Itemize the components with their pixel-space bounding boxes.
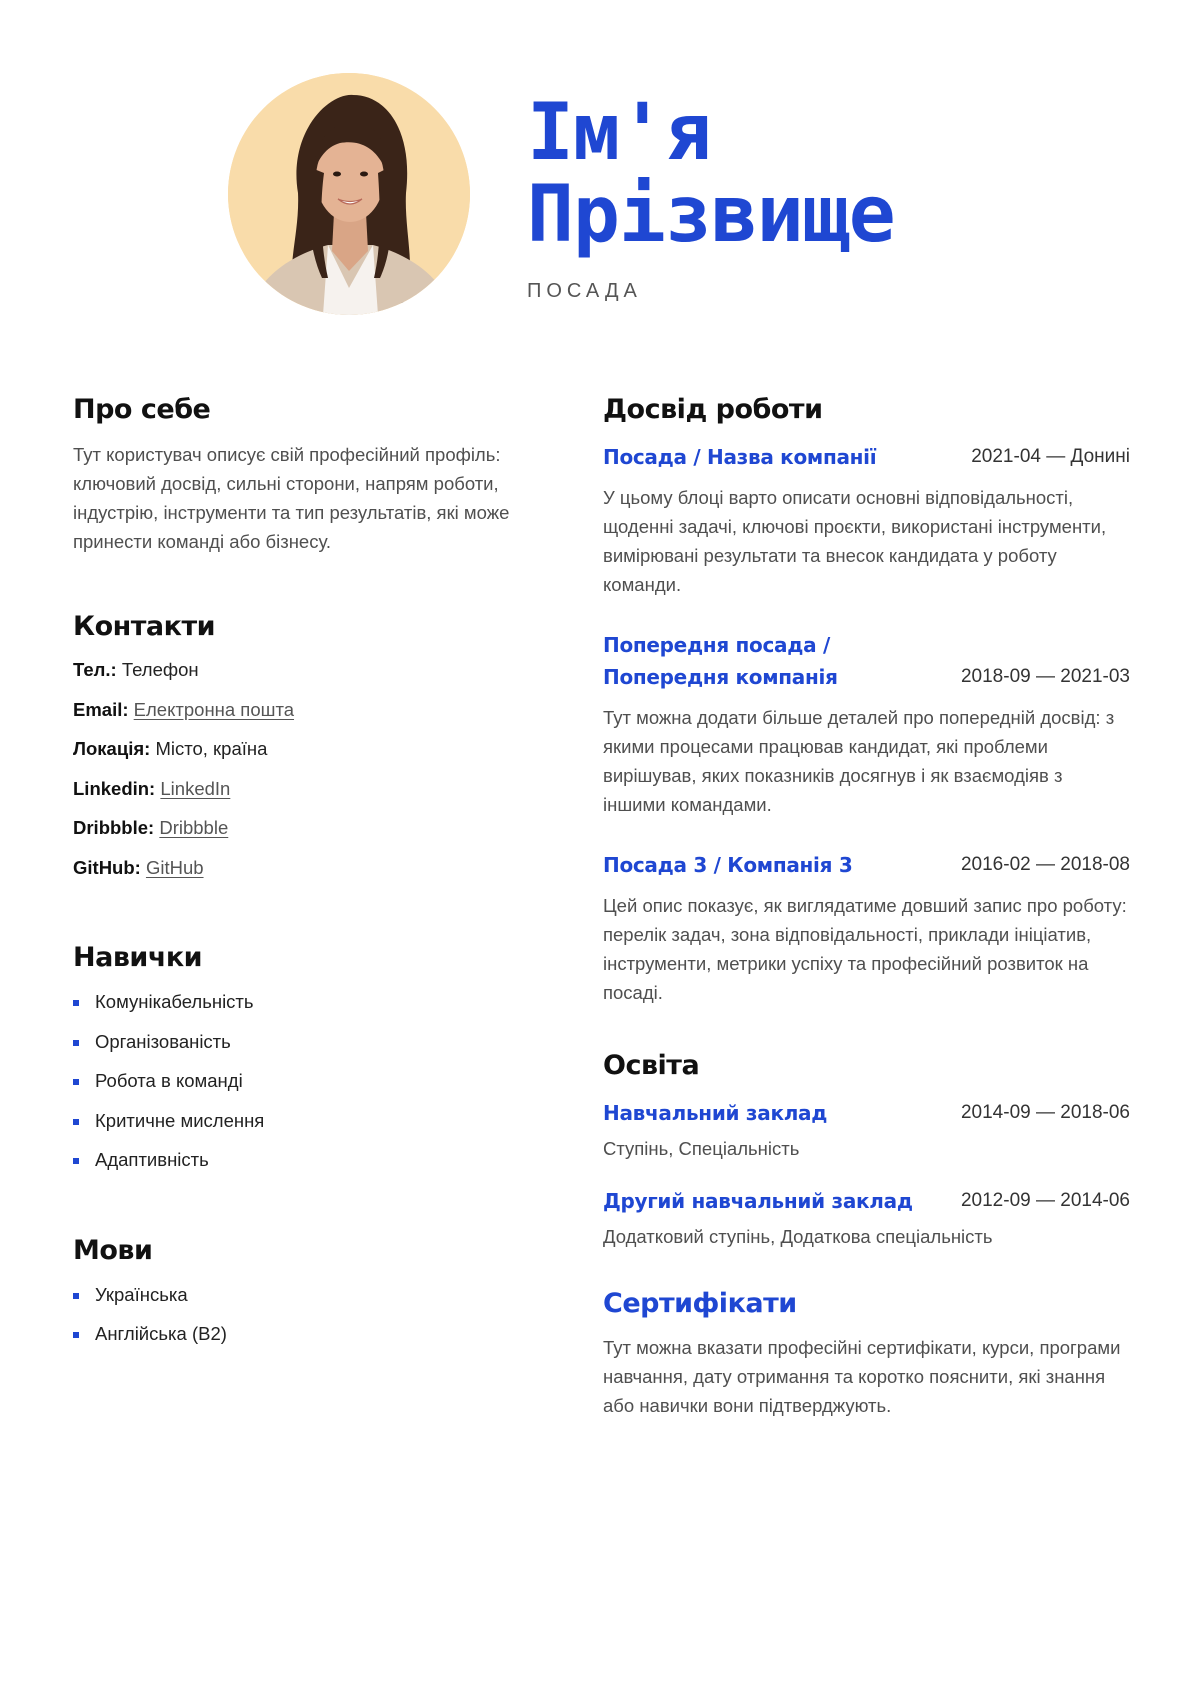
list-item: Англійська (B2) bbox=[73, 1314, 523, 1354]
bullet-icon bbox=[73, 1079, 79, 1085]
job-entry bbox=[603, 441, 1130, 599]
avatar-portrait bbox=[228, 73, 470, 315]
education-dates: 2012-09 — 2014-06 bbox=[960, 1190, 1130, 1211]
job-description: Тут можна додати більше деталей про попередній досвід: з якими процесами працював кандидат, які проблеми вирішував, яких показників досягнув і як взаємодіяв з іншими командами. bbox=[603, 707, 1115, 815]
job-dates: 2016-02 — 2018-08 bbox=[960, 854, 1130, 875]
position-title: ПОСАДА bbox=[527, 280, 642, 302]
contacts-section bbox=[73, 610, 523, 887]
list-item: Організованість bbox=[73, 1022, 523, 1062]
bullet-icon bbox=[73, 1293, 79, 1299]
degree: Ступінь, Спеціальність bbox=[603, 1138, 800, 1159]
contact-label: Локація: bbox=[73, 738, 151, 759]
avatar bbox=[228, 73, 470, 315]
education-entry bbox=[603, 1185, 1130, 1251]
skills-section bbox=[73, 941, 523, 1180]
last-name: Прізвище bbox=[527, 170, 895, 260]
job-entry bbox=[603, 849, 1130, 1007]
education-section bbox=[603, 1049, 1130, 1251]
contact-label: Dribbble: bbox=[73, 817, 155, 838]
languages-section bbox=[73, 1234, 523, 1354]
contact-github bbox=[73, 848, 523, 888]
job-description: Цей опис показує, як виглядатиме довший запис про роботу: перелік задач, зона відповідальності, приклади ініціатив, інструменти, метрики успіху та професійний розвиток на посаді. bbox=[603, 895, 1127, 1003]
education-entry bbox=[603, 1097, 1130, 1163]
education-heading: Освіта bbox=[603, 1050, 700, 1081]
job-description: У цьому блоці варто описати основні відповідальності, щоденні задачі, ключові проєкти, використані інструменти, вимірювані результати та внесок кандидата у роботу команди. bbox=[603, 487, 1107, 595]
full-name bbox=[527, 88, 895, 260]
contact-label: Linkedin: bbox=[73, 777, 156, 799]
contact-linkedin bbox=[73, 769, 523, 809]
about-heading: Про себе bbox=[73, 394, 211, 425]
languages-list bbox=[73, 1275, 523, 1354]
experience-section bbox=[603, 393, 1130, 1007]
contact-value: Телефон bbox=[121, 659, 199, 680]
contact-location bbox=[73, 729, 523, 769]
skills-heading: Навички bbox=[73, 942, 203, 973]
resume-header bbox=[0, 0, 1200, 360]
school-name: Другий навчальний заклад bbox=[603, 1189, 913, 1213]
bullet-icon bbox=[73, 1119, 79, 1125]
contact-email bbox=[73, 690, 523, 730]
email-link[interactable]: Електронна пошта bbox=[133, 698, 295, 720]
bullet-icon bbox=[73, 1000, 79, 1006]
job-dates: 2018-09 — 2021-03 bbox=[960, 666, 1130, 687]
degree: Додатковий ступінь, Додаткова спеціальність bbox=[603, 1226, 993, 1247]
bullet-icon bbox=[73, 1332, 79, 1338]
contact-label: GitHub: bbox=[73, 856, 141, 878]
contacts-heading: Контакти bbox=[73, 611, 216, 642]
list-item: Адаптивність bbox=[73, 1140, 523, 1180]
about-text: Тут користувач описує свій професійний профіль: ключовий досвід, сильні сторони, напрям роботи, індустрію, інструменти та тип результатів, які може принести команді або бізнесу. bbox=[73, 444, 510, 552]
certificates-section bbox=[603, 1287, 1130, 1420]
certificates-text: Тут можна вказати професійні сертифікати, курси, програми навчання, дату отримання та коротко пояснити, які знання або навички вони підтверджують. bbox=[603, 1337, 1121, 1416]
dribbble-link[interactable]: Dribbble bbox=[159, 817, 229, 838]
job-title: Посада / Назва компанії bbox=[603, 445, 877, 469]
first-name: Ім'я bbox=[527, 88, 711, 178]
job-entry bbox=[603, 629, 1130, 819]
list-item: Українська bbox=[73, 1275, 523, 1315]
bullet-icon bbox=[73, 1040, 79, 1046]
contact-label: Тел.: bbox=[73, 659, 117, 680]
certificates-heading: Сертифікати bbox=[603, 1288, 797, 1319]
right-column bbox=[603, 393, 1130, 1420]
job-title: Посада 3 / Компанія 3 bbox=[603, 853, 853, 877]
contact-phone bbox=[73, 650, 523, 690]
contact-value: Місто, країна bbox=[155, 738, 268, 759]
job-dates: 2021-04 — Донині bbox=[971, 446, 1130, 467]
about-section bbox=[73, 393, 523, 556]
linkedin-link[interactable]: LinkedIn bbox=[160, 777, 231, 799]
languages-heading: Мови bbox=[73, 1234, 153, 1266]
education-dates: 2014-09 — 2018-06 bbox=[960, 1102, 1130, 1123]
contact-dribbble bbox=[73, 808, 523, 848]
job-title: Попередня посада / Попередня компанія bbox=[603, 633, 838, 689]
skills-list bbox=[73, 982, 523, 1180]
list-item: Комунікабельність bbox=[73, 982, 523, 1022]
list-item: Робота в команді bbox=[73, 1061, 523, 1101]
left-column bbox=[73, 393, 523, 1408]
bullet-icon bbox=[73, 1158, 79, 1164]
github-link[interactable]: GitHub bbox=[145, 856, 204, 878]
school-name: Навчальний заклад bbox=[603, 1101, 828, 1125]
experience-heading: Досвід роботи bbox=[603, 394, 823, 425]
list-item: Критичне мислення bbox=[73, 1101, 523, 1141]
contact-label: Email: bbox=[73, 698, 129, 720]
